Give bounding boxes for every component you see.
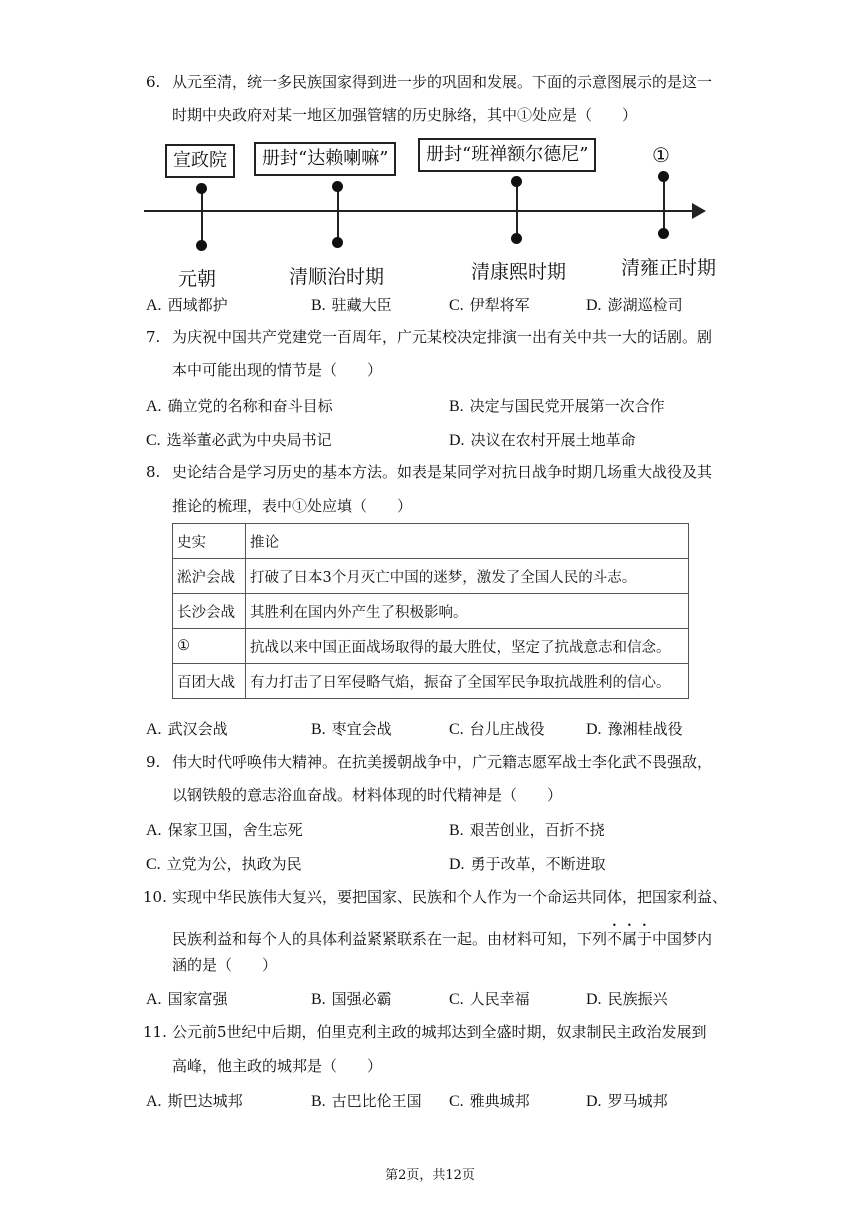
table-cell: 百团大战: [173, 664, 246, 699]
q10-option-d[interactable]: D. 民族振兴: [586, 990, 668, 1008]
table-cell: ①: [173, 629, 246, 664]
q7-option-d[interactable]: D. 决议在农村开展土地革命: [449, 431, 636, 449]
q9-option-a[interactable]: A. 保家卫国，舍生忘死: [146, 821, 303, 839]
timeline-dot: [511, 233, 522, 244]
q10-option-a[interactable]: A. 国家富强: [146, 990, 228, 1008]
question-6-text-line1: 从元至清，统一多民族国家得到进一步的巩固和发展。下面的示意图展示的是这一: [172, 73, 713, 91]
q6-option-a[interactable]: A. 西域都护: [146, 296, 228, 314]
question-7-text-line1: 为庆祝中国共产党建党一百周年，广元某校决定排演一出有关中共一大的话剧。剧: [172, 328, 713, 346]
q10-option-b[interactable]: B. 国强必霸: [311, 990, 392, 1008]
timeline-axis: [144, 210, 700, 212]
table-cell: 有力打击了日军侵略气焰，振奋了全国军民争取抗战胜利的信心。: [246, 664, 689, 699]
question-8-text-line2: 推论的梳理，表中①处应填（ ）: [172, 497, 413, 515]
question-8-number: 8.: [146, 463, 161, 481]
timeline-label-3: 清康熙时期: [471, 261, 567, 283]
table-header-cell: 推论: [246, 524, 689, 559]
q11-option-a[interactable]: A. 斯巴达城邦: [146, 1092, 243, 1110]
question-11-text-line1: 公元前5世纪中后期，伯里克利主政的城邦达到全盛时期，奴隶制民主政治发展到: [172, 1023, 707, 1041]
question-10-number: 10.: [143, 888, 167, 906]
question-10-text-line2: 民族利益和每个人的具体利益紧紧联系在一起。由材料可知，下列不属于中国梦内: [172, 930, 713, 948]
timeline-box-3: 册封“班禅额尔德尼”: [418, 138, 596, 172]
question-9-number: 9.: [146, 753, 161, 771]
table-cell: 抗战以来中国正面战场取得的最大胜仗，坚定了抗战意志和信念。: [246, 629, 689, 664]
question-11-text-line2: 高峰，他主政的城邦是（ ）: [172, 1057, 383, 1075]
question-10-text-line1: 实现中华民族伟大复兴，要把国家、民族和个人作为一个命运共同体，把国家利益、: [172, 888, 728, 906]
battle-table: [172, 523, 689, 699]
q6-option-c[interactable]: C. 伊犁将军: [449, 296, 530, 314]
timeline-dot: [658, 171, 669, 182]
timeline-label-2: 清顺治时期: [289, 266, 385, 288]
question-7-number: 7.: [146, 328, 161, 346]
timeline-stem: [337, 186, 339, 242]
q8-option-d[interactable]: D. 豫湘桂战役: [586, 720, 683, 738]
q6-option-d[interactable]: D. 澎湖巡检司: [586, 296, 683, 314]
timeline-dot: [196, 183, 207, 194]
question-10-text-line3: 涵的是（ ）: [172, 956, 278, 974]
q9-option-c[interactable]: C. 立党为公，执政为民: [146, 855, 302, 873]
q7-option-b[interactable]: B. 决定与国民党开展第一次合作: [449, 397, 665, 415]
q8-option-b[interactable]: B. 枣宜会战: [311, 720, 392, 738]
q7-option-c[interactable]: C. 选举董必武为中央局书记: [146, 431, 332, 449]
timeline-stem: [516, 181, 518, 238]
table-row: [173, 559, 689, 594]
q10-option-c[interactable]: C. 人民幸福: [449, 990, 530, 1008]
q9-option-b[interactable]: B. 艰苦创业，百折不挠: [449, 821, 605, 839]
question-9-text-line2: 以钢铁般的意志浴血奋战。材料体现的时代精神是（ ）: [172, 786, 563, 804]
timeline-label-4: 清雍正时期: [621, 257, 717, 279]
q7-option-a[interactable]: A. 确立党的名称和奋斗目标: [146, 397, 333, 415]
timeline-box-1: 宣政院: [165, 144, 235, 178]
question-7-text-line2: 本中可能出现的情节是（ ）: [172, 361, 383, 379]
page-footer: 第2页，共12页: [385, 1168, 475, 1183]
timeline-dot: [511, 176, 522, 187]
q8-option-a[interactable]: A. 武汉会战: [146, 720, 228, 738]
table-header-cell: 史实: [173, 524, 246, 559]
timeline-dot: [332, 181, 343, 192]
table-row: [173, 664, 689, 699]
timeline-blank-marker: ①: [652, 143, 670, 167]
table-cell: 打破了日本3个月灭亡中国的迷梦，激发了全国人民的斗志。: [246, 559, 689, 594]
question-8-text-line1: 史论结合是学习历史的基本方法。如表是某同学对抗日战争时期几场重大战役及其: [172, 463, 713, 481]
timeline-box-2: 册封“达赖喇嘛”: [254, 142, 396, 176]
timeline-arrow-icon: [692, 203, 706, 219]
q8-option-c[interactable]: C. 台儿庄战役: [449, 720, 545, 738]
question-6-number: 6.: [146, 73, 161, 91]
q11-option-c[interactable]: C. 雅典城邦: [449, 1092, 530, 1110]
timeline-label-1: 元朝: [178, 268, 217, 290]
timeline-dot: [196, 240, 207, 251]
q11-option-b[interactable]: B. 古巴比伦王国: [311, 1092, 422, 1110]
q11-option-d[interactable]: D. 罗马城邦: [586, 1092, 668, 1110]
table-header-row: [173, 524, 689, 559]
table-cell: 其胜利在国内外产生了积极影响。: [246, 594, 689, 629]
q9-option-d[interactable]: D. 勇于改革，不断进取: [449, 855, 606, 873]
table-cell: 长沙会战: [173, 594, 246, 629]
timeline-dot: [332, 237, 343, 248]
table-cell: 淞沪会战: [173, 559, 246, 594]
timeline-stem: [663, 176, 665, 233]
question-9-text-line1: 伟大时代呼唤伟大精神。在抗美援朝战争中，广元籍志愿军战士李化武不畏强敌，: [172, 753, 713, 771]
timeline-dot: [658, 228, 669, 239]
timeline-stem: [201, 188, 203, 244]
table-row: [173, 629, 689, 664]
emphasis-text: 不属于: [607, 930, 653, 948]
question-6-text-line2: 时期中央政府对某一地区加强管辖的历史脉络，其中①处应是（ ）: [172, 106, 638, 124]
q6-option-b[interactable]: B. 驻藏大臣: [311, 296, 392, 314]
table-row: [173, 594, 689, 629]
question-11-number: 11.: [143, 1023, 167, 1041]
